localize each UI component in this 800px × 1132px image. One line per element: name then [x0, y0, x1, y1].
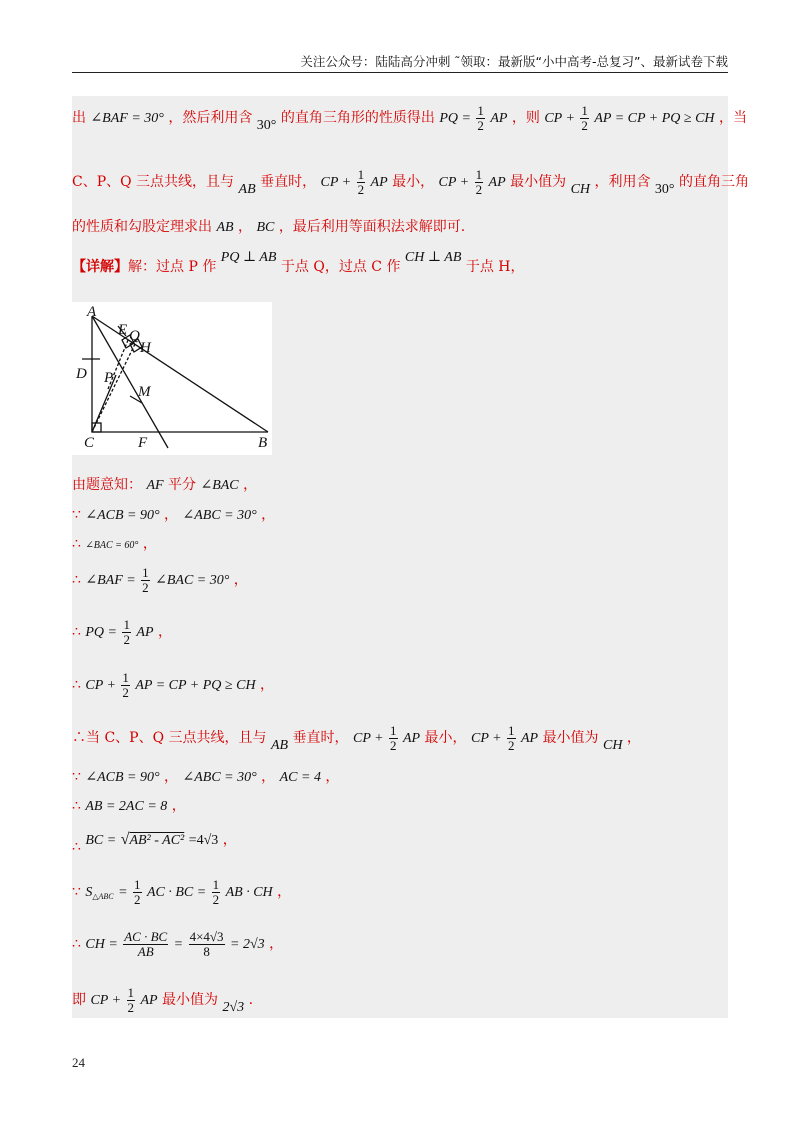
fraction-acbc-ab: $\frac{AC \cdot BC}{AB}$: [124, 929, 168, 959]
segment-ch: [92, 344, 135, 432]
step-9: ∴ AB = 2AC = 8 ，: [72, 798, 186, 814]
analysis-line-2: C、P、Q 三点共线，且与 AB 垂直时， CP + $\frac{1}{2}$ AP 最小， CP + $\frac{1}{2}$ AP 最小值为 CH ，利用含 30° 的直角三角: [72, 167, 749, 198]
label-d: D: [76, 366, 87, 382]
label-q: Q: [129, 328, 140, 344]
label-p: P: [104, 370, 114, 386]
header-rule: [72, 72, 728, 73]
label-a: A: [87, 304, 97, 320]
fraction-half: $\frac{1}{2}$: [123, 617, 130, 647]
label-f: F: [138, 435, 148, 451]
step-3: ∴ ∠BAC = 60° ，: [72, 536, 157, 552]
fraction-half: $\frac{1}{2}$: [122, 670, 129, 700]
fraction-half: $\frac{1}{2}$: [475, 167, 483, 197]
fraction-half: $\frac{1}{2}$: [127, 985, 134, 1015]
step-2: ∵ ∠ACB = 90° ， ∠ABC = 30° ，: [72, 507, 276, 523]
solution-panel: [72, 96, 749, 1018]
step-8: ∵ ∠ACB = 90° ， ∠ABC = 30° ， AC = 4 ，: [72, 769, 340, 785]
label-c: C: [84, 435, 95, 451]
label-e: E: [118, 322, 128, 338]
fraction-4x4root3-8: $\frac{4\times 4√3}{8}$: [189, 929, 224, 959]
label-b: B: [258, 435, 268, 451]
fraction-half: $\frac{1}{2}$: [357, 167, 365, 197]
step-11: ∵ $S_{\triangle ABC}$ = $\frac{1}{2}$ AC · BC = $\frac{1}{2}$ AB · CH ，: [72, 877, 292, 907]
fraction-half: $\frac{1}{2}$: [477, 103, 484, 133]
step-4: ∴ ∠BAF = $\frac{1}{2}$ ∠BAC = 30° ，: [72, 565, 248, 595]
step-7: ∴当 C、P、Q 三点共线，且与 AB 垂直时， CP + $\frac{1}{2}$ AP 最小， CP + $\frac{1}{2}$ AP 最小值为 CH ，: [72, 723, 641, 754]
detail-tag: 【详解】: [72, 259, 128, 275]
step-13: 即 CP + $\frac{1}{2}$ AP 最小值为 2√3 .: [72, 985, 254, 1016]
page-header: 关注公众号：陆陆高分冲刺 ˜领取：最新版“小中高考-总复习”、最新试卷下载: [300, 54, 728, 69]
label-m: M: [138, 384, 151, 400]
fraction-half: $\frac{1}{2}$: [581, 103, 588, 133]
geometry-figure: [72, 302, 272, 455]
fraction-half: $\frac{1}{2}$: [508, 723, 515, 753]
fraction-half: $\frac{1}{2}$: [390, 723, 397, 753]
step-10: ∴ BC = √AB² - AC² =4√3 ，: [72, 831, 237, 855]
step-6: ∴ CP + $\frac{1}{2}$ AP = CP + PQ ≥ CH ，: [72, 670, 275, 700]
analysis-line-3: 的性质和勾股定理求出 AB ， BC ，最后利用等面积法求解即可.: [72, 219, 466, 235]
detail-line: 【详解】解：过点 P 作 PQ ⊥ AB 于点 Q，过点 C 作 CH ⊥ AB 于点 H，: [72, 250, 525, 275]
analysis-line-1: 出 ∠BAF = 30° ，然后利用含 30° 的直角三角形的性质得出 PQ = $\frac{1}{2}$ AP ，则 CP + $\frac{1}{2}$ AP = CP + PQ ≥ CH ，当: [72, 103, 747, 134]
page-number: 24: [72, 1055, 85, 1070]
step-5: ∴ PQ = $\frac{1}{2}$ AP ，: [72, 617, 172, 647]
fraction-half: $\frac{1}{2}$: [212, 877, 220, 907]
step-12: ∴ CH = $\frac{AC \cdot BC}{AB}$ = $\frac{4\times 4√3}{8}$ = 2√3 ，: [72, 929, 284, 959]
fraction-half: $\frac{1}{2}$: [142, 565, 149, 595]
fraction-half: $\frac{1}{2}$: [134, 877, 141, 907]
label-h: H: [140, 340, 151, 356]
triangle-diagram: [72, 302, 272, 455]
step-1: 由题意知： AF 平分 ∠BAC ，: [72, 477, 258, 493]
